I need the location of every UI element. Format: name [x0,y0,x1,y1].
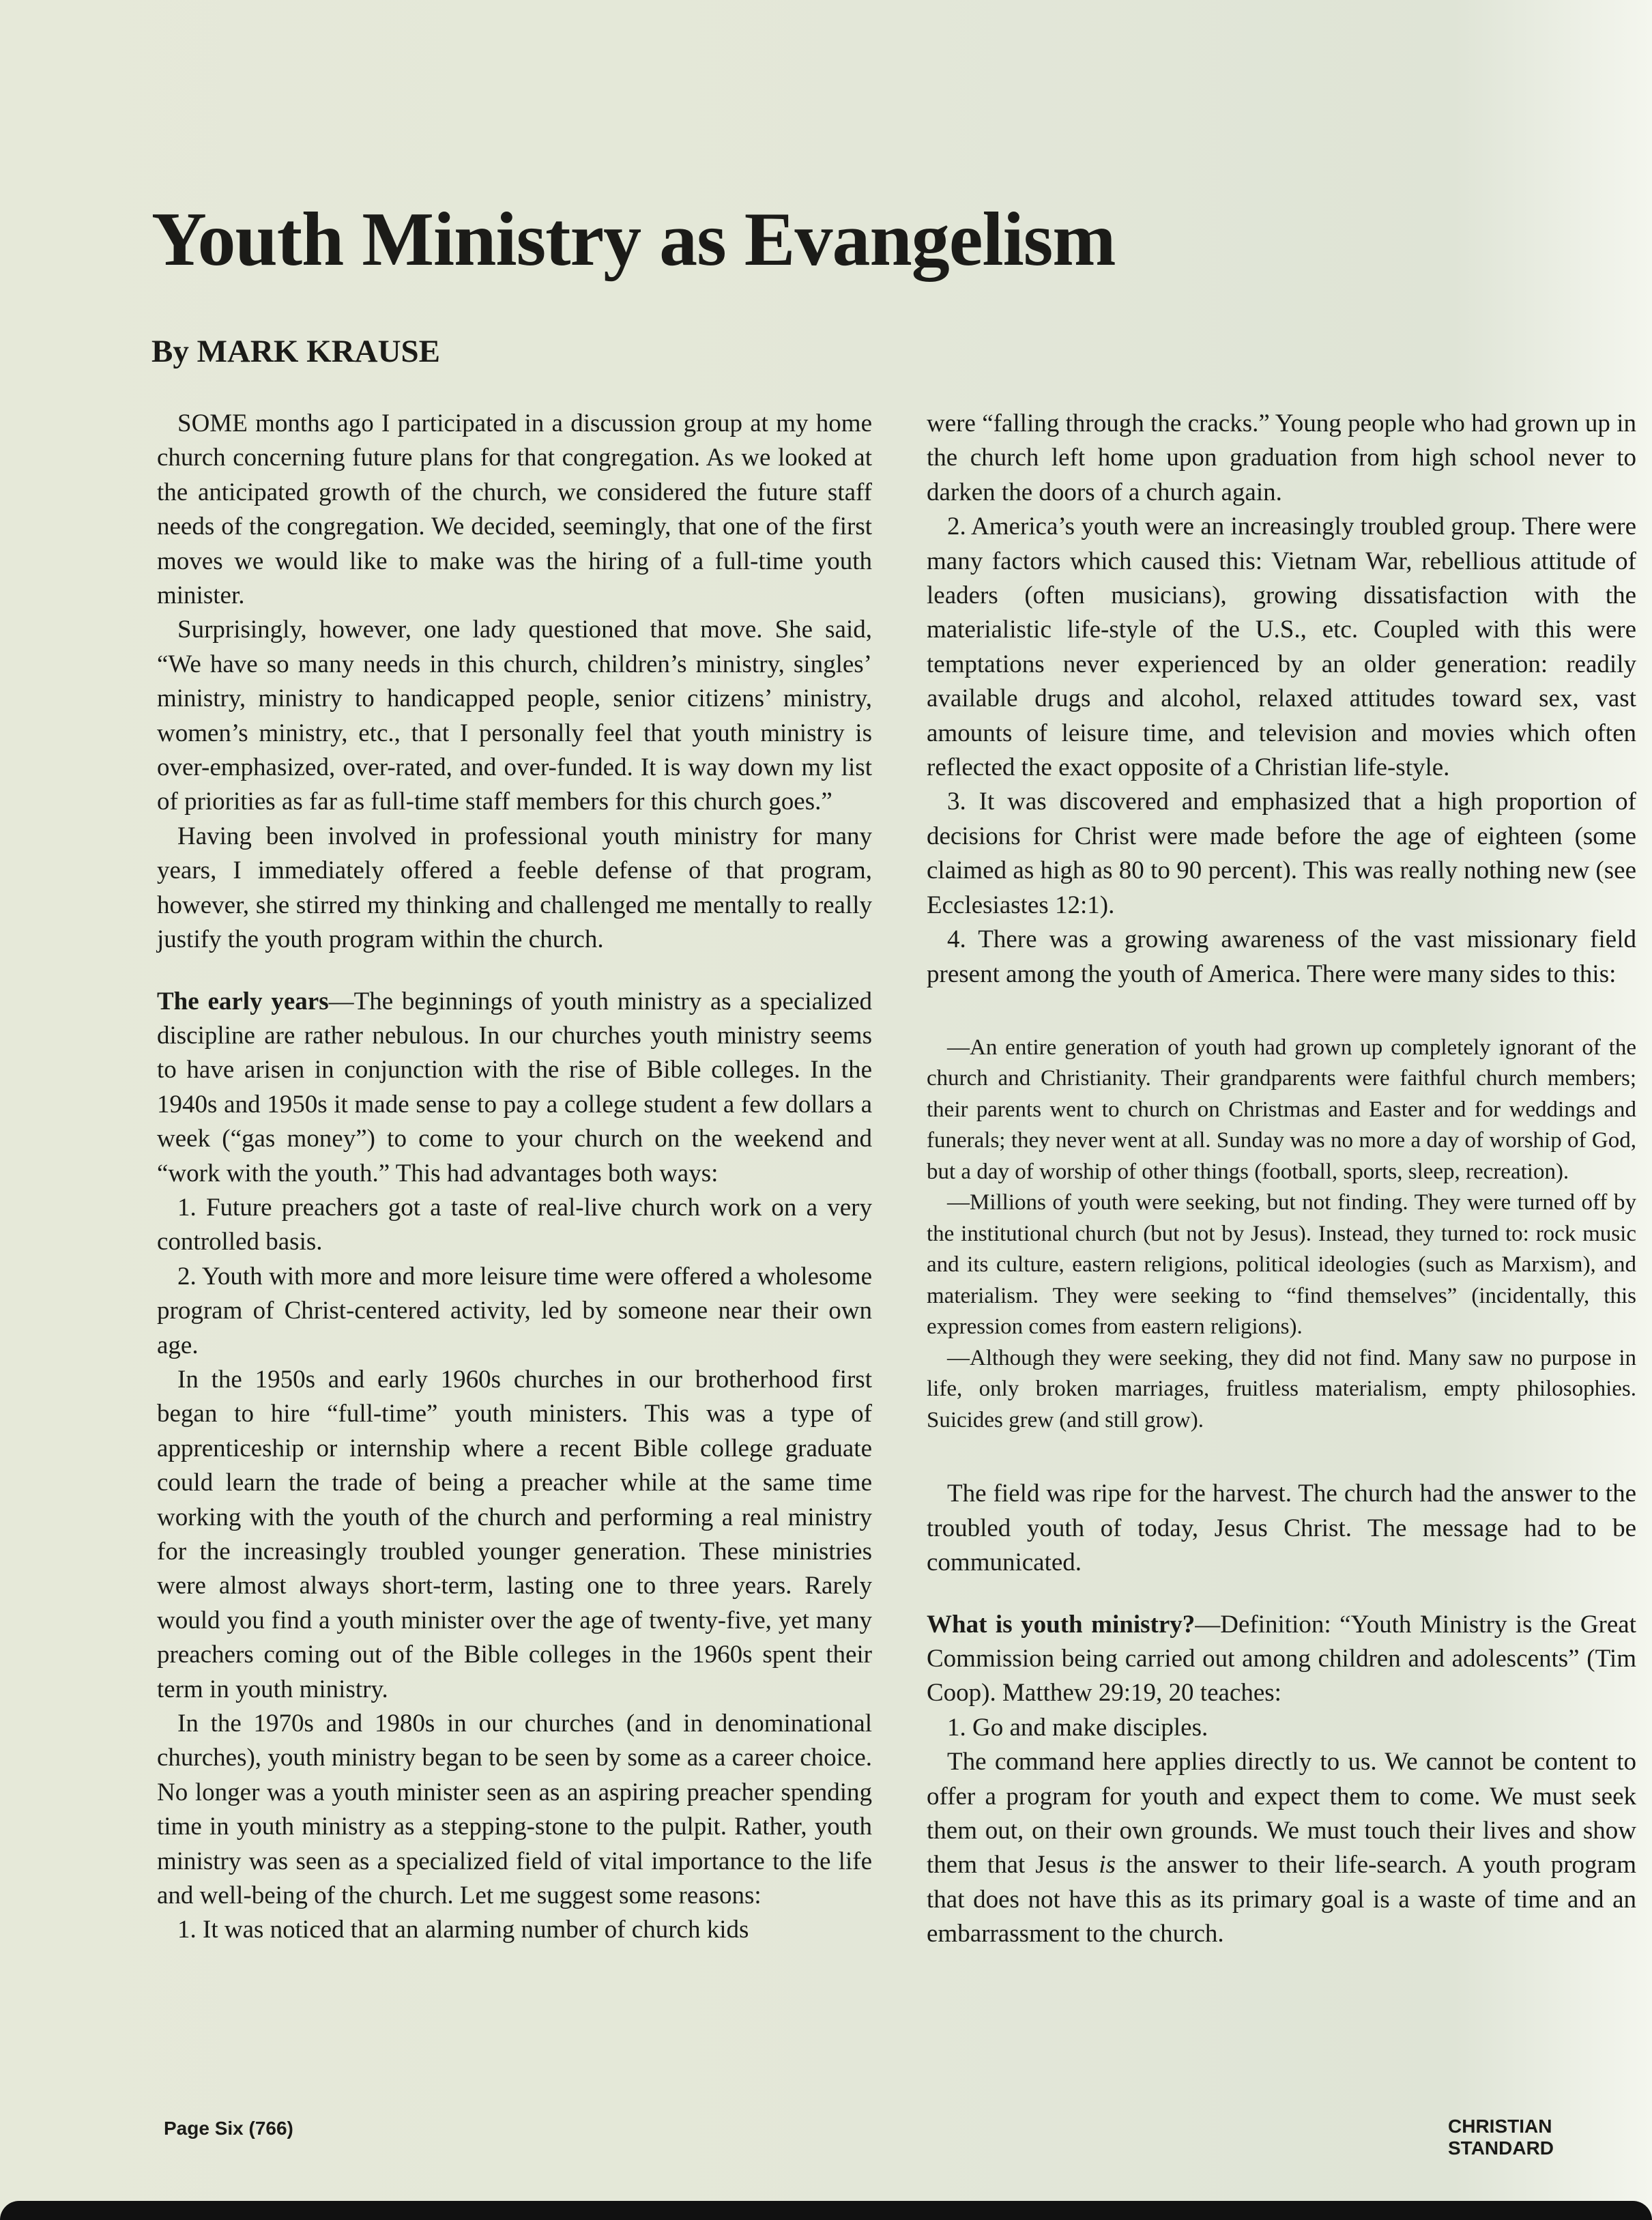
paragraph-text: The command here applies directly to us. We cannot be content to offer a program for youth and expect them to come. We must seek them out, on their own grounds. We must touch their lives and show them that Jesus [927,1748,1636,1879]
paragraph: Having been involved in professional youth ministry for many years, I immediately offered a feeble defense of that program, however, she stirred my thinking and challenged me mentally to really justify the youth program within the church. [157,822,872,954]
paragraph-text: —The beginnings of youth ministry as a specialized discipline are rather nebulous. In our churches youth ministry seems to have arisen in conjunction with the rise of Bible colleges. In the 1940s and 1950s it made sense to pay a college student a few dollars a week (“gas money”) to come to your church on the weekend and “work with the youth.” This had advantages both ways: [157,987,872,1187]
list-item: 1. Go and make disciples. [947,1713,1208,1742]
left-column [157,407,872,1948]
paragraph-with-heading [157,985,872,1191]
paragraph-with-heading [927,1608,1636,1711]
page-number-footer: Page Six (766) [164,2118,293,2139]
paragraph [927,1745,1636,1951]
list-item: 1. It was noticed that an alarming number of church kids [177,1916,749,1944]
section-heading-what-is-youth-ministry: What is youth ministry? [927,1610,1195,1639]
indented-point: —An entire generation of youth had grown up completely ignorant of the church and Christianity. Their grandparents were faithful church members; their parents went to church on Christmas and Easter and for weddings and funerals; they never went at all. Sunday was no more a day of worship of God, but a day of worship of other things (football, sports, sleep, recreation). [927,1035,1636,1184]
article-title: Youth Ministry as Evangelism [151,197,1116,282]
paragraph: SOME months ago I participated in a discussion group at my home church concerning future plans for that congregation. As we looked at the anticipated growth of the church, we considered the future staff needs of the congregation. We decided, seemingly, that one of the first moves we would like to make was the hiring of a full-time youth minister. [157,409,872,610]
indented-point: —Although they were seeking, they did not find. Many saw no purpose in life, only broken marriages, fruitless materialism, empty philosophies. Suicides grew (and still grow). [927,1345,1636,1432]
list-item: 1. Future preachers got a taste of real-live church work on a very controlled basis. [157,1193,872,1256]
paragraph: The field was ripe for the harvest. The church had the answer to the troubled youth of today, Jesus Christ. The message had to be communicated. [927,1480,1636,1577]
paragraph-text: the answer to their life-search. A youth program that does not have this as its primary goal is a waste of time and an embarrassment to the church. [927,1851,1636,1948]
paragraph-text: —Definition: “Youth Ministry is the Great Commission being carried out among children and adolescents” (Tim Coop). Matthew 29:19, 20 teaches: [927,1610,1636,1707]
section-heading-early-years: The early years [157,987,329,1015]
paragraph: In the 1970s and 1980s in our churches (and in denominational churches), youth ministry began to be seen by some as a career choice. No longer was a youth minister seen as an aspiring preacher spending time in youth ministry as a stepping-stone to the pulpit. Rather, youth ministry was seen as a specialized field of vital importance to the life and well-being of the church. Let me suggest some reasons: [157,1710,872,1910]
emphasis-text: is [1099,1851,1116,1879]
right-column [927,407,1636,1952]
paragraph: were “falling through the cracks.” Young people who had grown up in the church left home upon graduation from high school never to darken the doors of a church again. [927,409,1636,506]
paragraph: Surprisingly, however, one lady questioned that move. She said, “We have so many needs in this church, children’s ministry, singles’ ministry, ministry to handicapped people, senior citizens’ ministry, women’s ministry, etc., that I personally feel that youth ministry is over-emphasized, over-rated, and over-funded. It is way down my list of priorities as far as full-time staff members for this church goes.” [157,616,872,816]
scan-bottom-edge [0,2201,1652,2220]
list-item: 2. Youth with more and more leisure time were offered a wholesome program of Christ-centered activity, led by someone near their own age. [157,1262,872,1359]
paragraph: In the 1950s and early 1960s churches in our brotherhood first began to hire “full-time” youth ministers. This was a type of apprenticeship or internship where a recent Bible college graduate could learn the trade of being a preacher while at the same time working with the youth of the church and performing a real ministry for the increasingly troubled younger generation. These ministries were almost always short-term, lasting one to three years. Rarely would you find a youth minister over the age of twenty-five, yet many preachers coming out of the Bible colleges in the 1960s spent their term in youth ministry. [157,1365,872,1703]
list-item: 2. America’s youth were an increasingly troubled group. There were many factors which caused this: Vietnam War, rebellious attitude of leaders (often musicians), growing dissatisfaction with the materialistic life-style of the U.S., etc. Coupled with this were temptations never experienced by an older generation: readily available drugs and alcohol, relaxed attitudes toward sex, vast amounts of leisure time, and television and movies which often reflected the exact opposite of a Christian life-style. [927,513,1636,782]
article-byline: By MARK KRAUSE [151,334,441,369]
list-item: 4. There was a growing awareness of the vast missionary field present among the youth of America. There were many sides to this: [927,925,1636,988]
list-item: 3. It was discovered and emphasized that a high proportion of decisions for Christ were made before the age of eighteen (some claimed as high as 80 to 90 percent). This was really nothing new (see Ecclesiastes 12:1). [927,788,1636,919]
publication-name-footer: CHRISTIAN STANDARD [1448,2116,1554,2159]
indented-point: —Millions of youth were seeking, but not finding. They were turned off by the institutional church (but not by Jesus). Instead, they turned to: rock music and its culture, eastern religions, political ideologies (such as Marxism), and materialism. They were seeking to “find themselves” (incidentally, this expression comes from eastern religions). [927,1190,1636,1340]
